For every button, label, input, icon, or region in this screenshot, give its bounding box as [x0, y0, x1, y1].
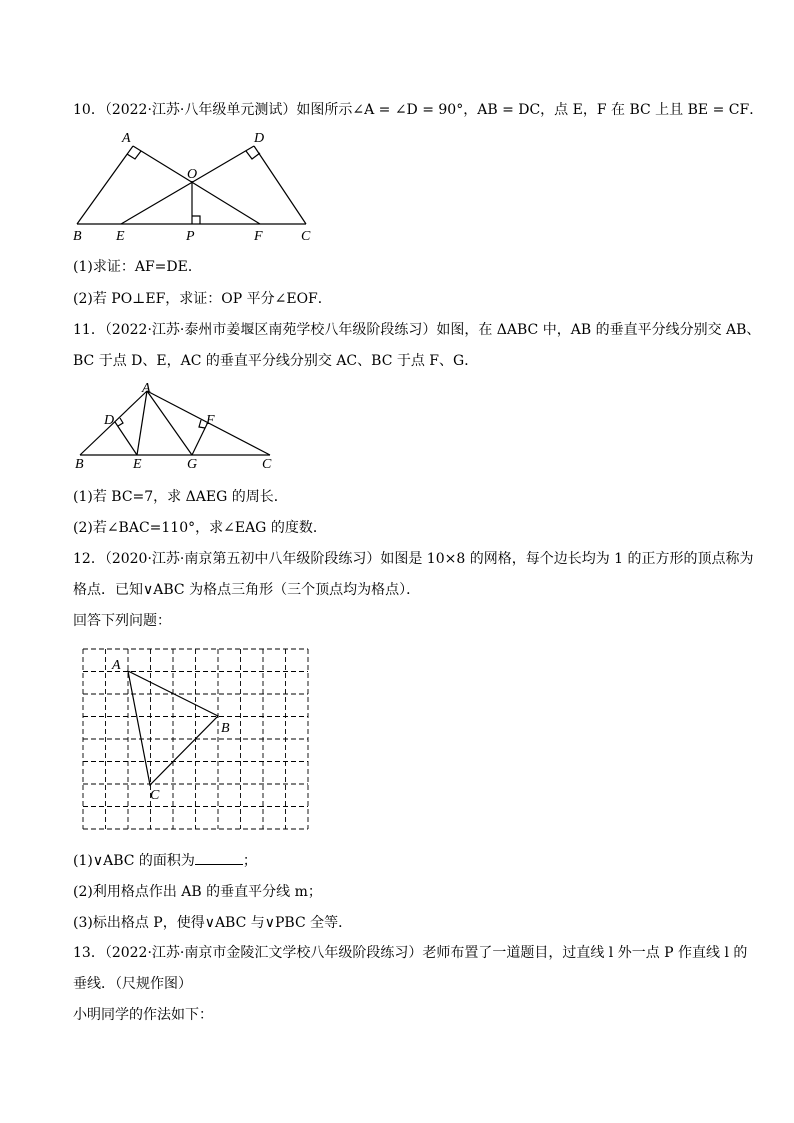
- problem-12-grid-figure: [70, 640, 320, 840]
- segment-AG: [147, 391, 192, 455]
- problem-11-header-line1: 11．（2022·江苏·泰州市姜堰区南苑学校八年级阶段练习）如图，在 ΔABC 中，AB 的垂直平分线分别交 AB、: [73, 322, 761, 338]
- problem-12-q3: (3)标出格点 P，使得∨ABC 与∨PBC 全等．: [73, 915, 353, 931]
- problem-12-q1: [73, 852, 257, 870]
- problem-12-q1-suffix: ；: [242, 853, 257, 869]
- problem-13-header-line2: 垂线．（尺规作图）: [73, 976, 192, 992]
- label-B: B: [221, 721, 230, 736]
- segment-DE: [115, 422, 137, 455]
- label-A: A: [122, 131, 131, 146]
- label-B: B: [73, 229, 82, 244]
- label-D: D: [104, 413, 115, 428]
- label-B: B: [75, 457, 84, 472]
- label-A: A: [142, 381, 151, 396]
- problem-11-q2: (2)若∠BAC=110°，求∠EAG 的度数．: [73, 520, 327, 536]
- triangle-ABC: [128, 671, 218, 785]
- problem-13-header-line1: 13．（2022·江苏·南京市金陵汇文学校八年级阶段练习）老师布置了一道题目，过直线 l 外一点 P 作直线 l 的: [73, 945, 748, 961]
- label-P: P: [186, 229, 195, 244]
- label-E: E: [116, 229, 125, 244]
- segment-DC: [254, 146, 306, 224]
- problem-12-header-line2: 格点．已知∨ABC 为格点三角形（三个顶点均为格点）．: [73, 582, 421, 598]
- problem-10-header: 10．（2022·江苏·八年级单元测试）如图所示∠A = ∠D = 90°，AB = DC，点 E，F 在 BC 上且 BE = CF．: [73, 102, 764, 118]
- label-F: F: [254, 229, 263, 244]
- segment-DE: [121, 146, 254, 224]
- problem-10-q1: (1)求证：AF=DE．: [73, 259, 202, 275]
- answer-blank[interactable]: [195, 852, 243, 865]
- segment-AF: [133, 146, 260, 224]
- label-D: D: [254, 131, 265, 146]
- problem-10-figure: [70, 128, 330, 244]
- label-G: G: [187, 457, 198, 472]
- problem-12-header-line1: 12．（2020·江苏·南京第五初中八年级阶段练习）如图是 10×8 的网格，每个边长均为 1 的正方形的顶点称为: [73, 551, 754, 567]
- label-O: O: [187, 167, 198, 182]
- problem-10-q2: (2)若 PO⊥EF，求证：OP 平分∠EOF．: [73, 291, 332, 307]
- right-angle-D: [118, 418, 123, 426]
- problem-13-line3: 小明同学的作法如下：: [73, 1007, 213, 1023]
- label-C: C: [301, 229, 311, 244]
- label-C: C: [150, 788, 160, 803]
- label-A: A: [112, 658, 121, 673]
- label-E: E: [133, 457, 142, 472]
- label-F: F: [206, 413, 215, 428]
- problem-12-prompt: 回答下列问题：: [73, 613, 171, 629]
- label-C: C: [262, 457, 272, 472]
- right-angle-P: [192, 216, 200, 224]
- problem-12-q1-text: (1)∨ABC 的面积为: [73, 853, 195, 869]
- problem-11-figure: [72, 380, 282, 472]
- problem-11-header-line2: BC 于点 D、E，AC 的垂直平分线分别交 AC、BC 于点 F、G．: [73, 353, 479, 369]
- segment-AE: [137, 391, 147, 455]
- problem-11-q1: (1)若 BC=7，求 ΔAEG 的周长．: [73, 489, 288, 505]
- segment-AB: [77, 146, 133, 224]
- problem-12-q2: (2)利用格点作出 AB 的垂直平分线 m；: [73, 884, 322, 900]
